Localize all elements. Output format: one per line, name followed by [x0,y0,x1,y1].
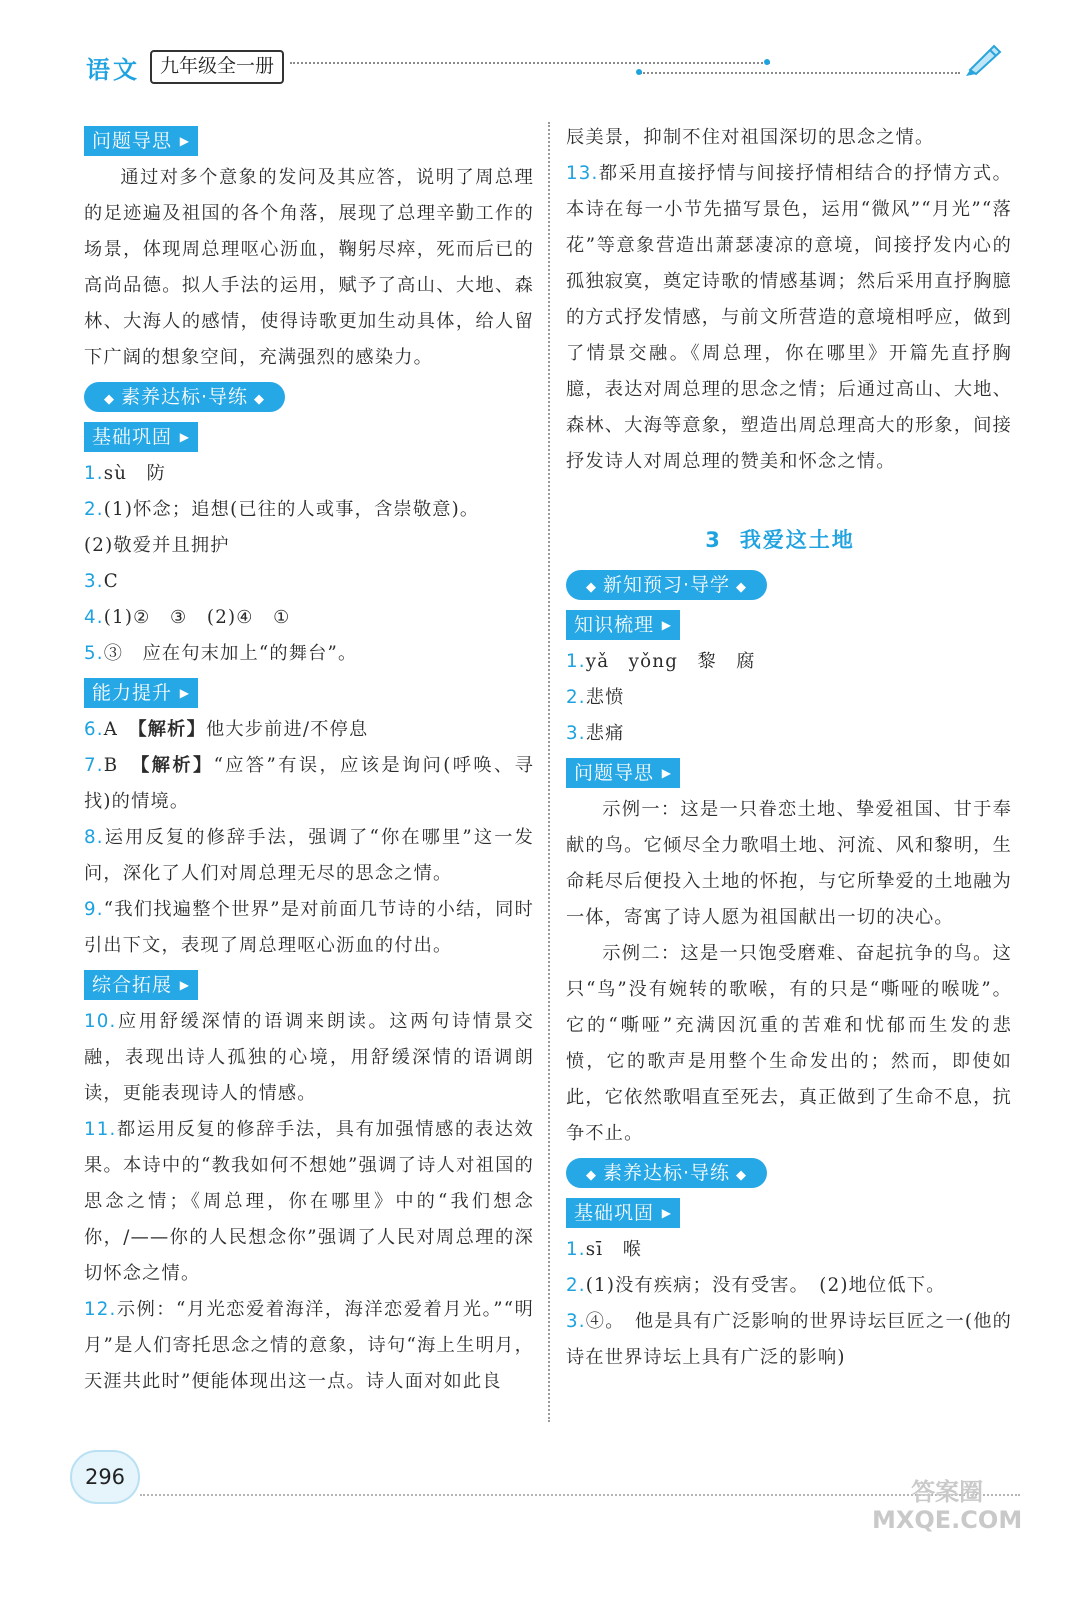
lesson-title [566,524,1012,554]
item-number: 8. [84,827,104,848]
diamond-icon: ◆ [736,1168,748,1183]
item-number: 11. [84,1119,117,1140]
item-number: 3. [566,723,586,744]
answer-item [84,820,534,892]
answer-text: ③ 应在句末加上“的舞台”。 [103,643,358,664]
answer-item [84,892,534,964]
section-banner [566,570,767,600]
answer-text: (2)敬爱并且拥护 [84,535,230,556]
answer-text: 运用反复的修辞手法，强调了“你在哪里”这一发问，深化了人们对周总理无尽的思念之情。 [84,827,534,884]
diamond-icon: ◆ [586,1168,597,1183]
watermark-url: MXQE.COM [872,1506,1023,1534]
answer-text: (1)② ③ (2)④ ① [103,607,291,628]
subject-title: 语文 [86,56,140,84]
answer-item [566,1268,1012,1304]
column-divider [548,122,550,1422]
answer-text: ④。 他是具有广泛影响的世界诗坛巨匠之一(他的诗在世界诗坛上具有广泛的影响) [566,1311,1012,1368]
paragraph: 辰美景，抑制不住对祖国深切的思念之情。 [566,127,935,148]
answer-item [84,1112,534,1292]
answer-text: sī 喉 [585,1239,643,1260]
item-number: 5. [84,643,104,664]
item-number: 2. [566,1275,586,1296]
item-number: 3. [84,571,104,592]
section-tag: 能力提升 ▶ [84,678,198,708]
item-number: 12. [84,1299,117,1320]
analysis-label: 【解析】 [137,719,206,740]
answer-text: (1)没有疾病；没有受害。 (2)地位低下。 [585,1275,946,1296]
answer-choice: A [103,719,138,740]
answer-item [84,636,534,672]
answer-item [84,1292,534,1400]
section-banner [566,1158,767,1188]
item-number: 7. [84,755,104,776]
item-number: 1. [84,463,104,484]
answer-text: 示例：“月光恋爱着海洋，海洋恋爱着月光。”“明月”是人们寄托思念之情的意象，诗句“海上生明月，天涯共此时”便能体现出这一点。诗人面对如此良 [84,1299,534,1392]
answer-item [84,748,534,820]
banner-label: 新知预习·导学 [603,574,731,596]
answer-text: (1)怀念；追想(已往的人或事，含崇敬意)。 [103,499,480,520]
answer-text: C [103,571,119,592]
answer-item [84,712,534,748]
answer-text: 他大步前进/不停息 [205,719,369,740]
banner-label: 素养达标·导练 [121,386,249,408]
watermark-logo: 答案圈 [911,1478,984,1506]
lesson-number: 3 [705,528,722,552]
answer-item [566,156,1012,480]
item-number: 9. [84,899,104,920]
answer-text: 悲愤 [585,687,625,708]
item-number: 1. [566,651,586,672]
item-number: 2. [84,499,104,520]
paragraph: 示例一：这是一只眷恋土地、挚爱祖国、甘于奉献的鸟。它倾尽全力歌唱土地、河流、风和黎明，生命耗尽后便投入土地的怀抱，与它所挚爱的土地融为一体，寄寓了诗人愿为祖国献出一切的决心。 [566,799,1012,928]
item-number: 10. [84,1011,117,1032]
answer-item [84,492,534,528]
header-divider-lower [640,72,960,74]
section-tag: 知识梳理 ▶ [566,610,680,640]
pen-icon [960,40,1004,76]
diamond-icon: ◆ [736,580,748,595]
item-number: 6. [84,719,104,740]
answer-item [566,680,1012,716]
answer-text: “应答”有误，应该是询问(呼唤、寻找)的情境。 [84,755,535,812]
section-tag: 综合拓展 ▶ [84,970,198,1000]
left-column [84,120,534,1400]
answer-text: yǎ yǒng 黎 腐 [585,651,756,672]
diamond-icon: ◆ [254,392,266,407]
paragraph: 通过对多个意象的发问及其应答，说明了周总理的足迹遍及祖国的各个角落，展现了总理辛勤工作的场景，体现周总理呕心沥血，鞠躬尽瘁，死而后已的高尚品德。拟人手法的运用，赋予了高山、大地、森林、大海人的感情，使得诗歌更加生动具体，给人留下广阔的想象空间，充满强烈的感染力。 [84,167,534,368]
header-dot [636,69,642,75]
item-number: 13. [566,163,599,184]
answer-text: 应用舒缓深情的语调来朗读。这两句诗情景交融，表现出诗人孤独的心境，用舒缓深情的语调朗读，更能表现诗人的情感。 [84,1011,534,1104]
answer-item [84,1004,534,1112]
analysis-label: 【解析】 [140,755,214,776]
diamond-icon: ◆ [586,580,597,595]
diamond-icon: ◆ [104,392,115,407]
right-column [566,120,1012,1376]
answer-item [84,456,534,492]
answer-text: 都采用直接抒情与间接抒情相结合的抒情方式。本诗在每一小节先描写景色，运用“微风”“月光”“落花”等意象营造出萧瑟凄凉的意境，间接抒发内心的孤独寂寞，奠定诗歌的情感基调；然后采用直抒胸臆的方式抒发情感，与前文所营造的意境相呼应，做到了情景交融。《周总理，你在哪里》开篇先直抒胸臆，表达对周总理的思念之情；后通过高山、大地、森林、大海等意象，塑造出周总理高大的形象，间接抒发诗人对周总理的赞美和怀念之情。 [566,163,1012,472]
watermark [872,1478,1022,1534]
answer-text: sù 防 [103,463,166,484]
answer-text: “我们找遍整个世界”是对前面几节诗的小结，同时引出下文，表现了周总理呕心沥血的付出。 [84,899,534,956]
answer-choice: B [103,755,141,776]
grade-label: 九年级全一册 [150,50,284,84]
answer-item [84,600,534,636]
answer-item [566,1232,1012,1268]
answer-item [566,1304,1012,1376]
answer-text: 都运用反复的修辞手法，具有加强情感的表达效果。本诗中的“教我如何不想她”强调了诗人对祖国的思念之情；《周总理，你在哪里》中的“我们想念你，/——你的人民想念你”强调了人民对周总理的深切怀念之情。 [84,1119,534,1284]
section-tag: 基础巩固 ▶ [566,1198,680,1228]
answer-item [84,564,534,600]
page-number: 296 [70,1450,140,1504]
item-number: 3. [566,1311,586,1332]
item-number: 4. [84,607,104,628]
item-number: 2. [566,687,586,708]
answer-text: 悲痛 [585,723,625,744]
section-tag: 基础巩固 ▶ [84,422,198,452]
paragraph: 示例二：这是一只饱受磨难、奋起抗争的鸟。这只“鸟”没有婉转的歌喉，有的只是“嘶哑的喉咙”。它的“嘶哑”充满因沉重的苦难和忧郁而生发的悲愤，它的歌声是用整个生命发出的；然而，即使如此，它依然歌唱直至死去，真正做到了生命不息，抗争不止。 [566,943,1012,1144]
section-banner [84,382,285,412]
lesson-name: 我爱这土地 [739,528,855,552]
header-divider [290,62,770,64]
item-number: 1. [566,1239,586,1260]
answer-item [566,644,1012,680]
header-dot [764,59,770,65]
section-tag: 问题导思 ▶ [84,126,198,156]
answer-item [566,716,1012,752]
banner-label: 素养达标·导练 [603,1162,731,1184]
section-tag: 问题导思 ▶ [566,758,680,788]
